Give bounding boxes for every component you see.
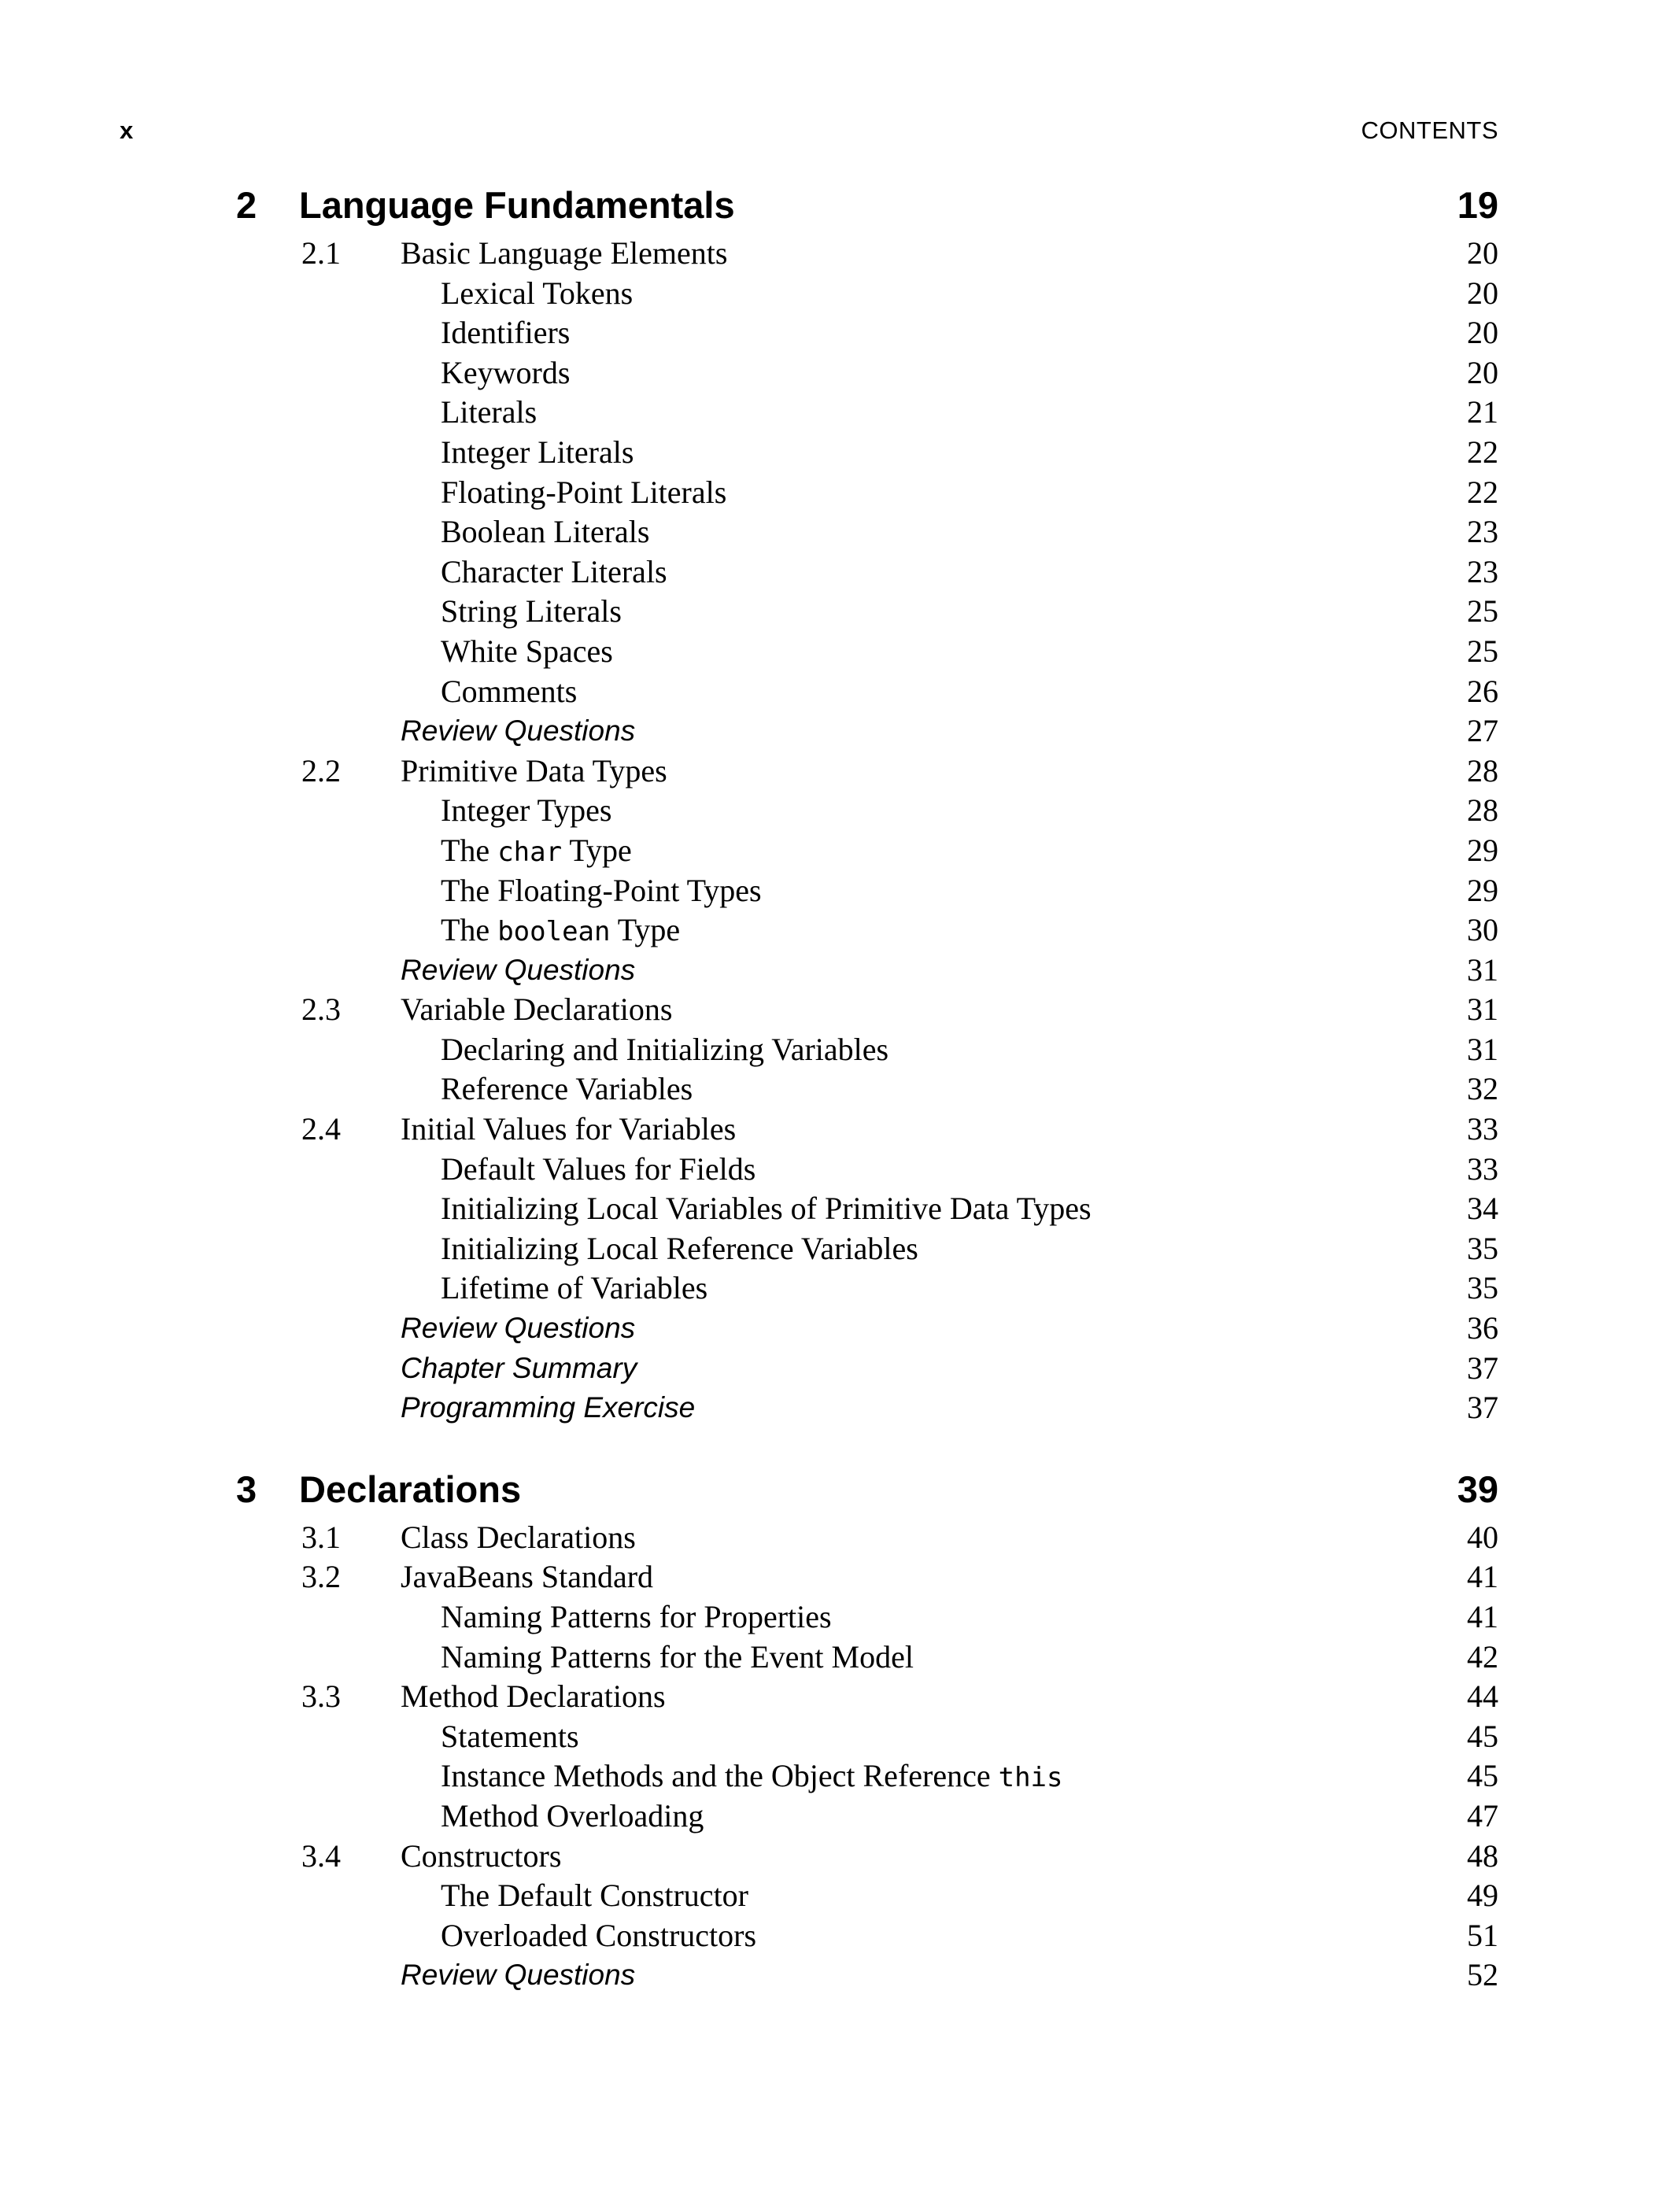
entry-title: Character Literals — [441, 553, 667, 589]
toc-subsection-entry[interactable] — [236, 831, 1498, 871]
toc-section-entry[interactable] — [236, 1518, 1498, 1558]
entry-title: Lexical Tokens — [441, 275, 634, 311]
entry-title-code: this — [998, 1762, 1063, 1794]
entry-page-number: 34 — [1467, 1191, 1498, 1227]
entry-page-number: 37 — [1467, 1390, 1498, 1426]
toc-subsection-entry[interactable] — [236, 1756, 1498, 1797]
section-number: 3.4 — [301, 1837, 341, 1874]
toc-section-entry[interactable] — [236, 234, 1498, 274]
entry-title: Initializing Local Reference Variables — [441, 1230, 918, 1266]
section-number: 3.2 — [301, 1559, 341, 1595]
section-number: 3.3 — [301, 1678, 341, 1715]
entry-title: Keywords — [441, 354, 571, 390]
entry-page-number: 45 — [1467, 1718, 1498, 1754]
chapter-page-number: 39 — [1457, 1468, 1498, 1510]
entry-title: Integer Types — [441, 792, 612, 829]
toc-subsection-entry[interactable] — [236, 353, 1498, 393]
entry-page-number: 45 — [1467, 1758, 1498, 1794]
entry-title: Class Declarations — [401, 1519, 636, 1555]
entry-page-number: 23 — [1467, 553, 1498, 589]
entry-title: Default Values for Fields — [441, 1150, 756, 1187]
entry-title: Overloaded Constructors — [441, 1917, 757, 1953]
toc-subsection-entry[interactable] — [236, 592, 1498, 632]
entry-title: Comments — [441, 673, 578, 709]
entry-title: Programming Exercise — [401, 1391, 696, 1424]
entry-page-number: 48 — [1467, 1837, 1498, 1874]
entry-page-number: 40 — [1467, 1519, 1498, 1555]
toc-subsection-entry[interactable] — [236, 1150, 1498, 1190]
entry-page-number: 32 — [1467, 1071, 1498, 1107]
entry-page-number: 22 — [1467, 434, 1498, 470]
entry-title — [441, 1756, 1062, 1797]
section-number: 2.1 — [301, 235, 341, 271]
entry-title: Reference Variables — [441, 1071, 693, 1107]
entry-page-number: 33 — [1467, 1150, 1498, 1187]
entry-title: Lifetime of Variables — [441, 1270, 708, 1306]
entry-page-number: 27 — [1467, 713, 1498, 749]
toc-subsection-entry[interactable] — [236, 433, 1498, 473]
chapter-2 — [236, 177, 1498, 1428]
entry-page-number: 20 — [1467, 235, 1498, 271]
entry-title: Initial Values for Variables — [401, 1111, 737, 1147]
running-head: CONTENTS — [1361, 116, 1498, 144]
entry-title: Naming Patterns for Properties — [441, 1599, 832, 1634]
entry-title: Variable Declarations — [401, 992, 673, 1028]
toc-subsection-entry[interactable] — [236, 1916, 1498, 1956]
entry-title: Review Questions — [401, 953, 636, 986]
entry-page-number: 44 — [1467, 1678, 1498, 1715]
toc-subsection-entry[interactable] — [236, 512, 1498, 552]
entry-title-text: Type — [562, 832, 632, 868]
entry-title: Declaring and Initializing Variables — [441, 1031, 889, 1067]
entry-title-text: The — [441, 912, 498, 948]
chapter-page-number: 19 — [1457, 184, 1498, 226]
entry-title: JavaBeans Standard — [401, 1559, 654, 1595]
entry-title: Review Questions — [401, 715, 636, 748]
entry-title-code: boolean — [497, 916, 611, 948]
toc-subsection-entry[interactable] — [236, 1189, 1498, 1229]
page-folio: x — [120, 116, 134, 144]
entry-page-number: 28 — [1467, 792, 1498, 829]
entry-title-text: Instance Methods and the Object Reference — [441, 1758, 999, 1794]
chapter-heading — [236, 177, 1498, 234]
entry-title: Primitive Data Types — [401, 752, 667, 788]
section-number: 2.4 — [301, 1111, 341, 1147]
entry-page-number: 28 — [1467, 752, 1498, 788]
page-header — [120, 116, 1498, 148]
section-number: 2.3 — [301, 992, 341, 1028]
entry-page-number: 52 — [1467, 1957, 1498, 1993]
toc-subsection-entry[interactable] — [236, 1030, 1498, 1070]
entry-page-number: 36 — [1467, 1310, 1498, 1346]
entry-title: Basic Language Elements — [401, 235, 728, 271]
toc-section-entry[interactable] — [236, 990, 1498, 1030]
entry-page-number: 41 — [1467, 1559, 1498, 1595]
chapter-number: 2 — [236, 184, 257, 226]
toc-subsection-entry[interactable] — [236, 871, 1498, 911]
entry-page-number: 20 — [1467, 354, 1498, 390]
chapter-title: Declarations — [299, 1468, 522, 1510]
entry-page-number: 31 — [1467, 951, 1498, 988]
entry-page-number: 25 — [1467, 593, 1498, 630]
toc-review-entry[interactable] — [236, 1349, 1498, 1389]
entry-page-number: 29 — [1467, 832, 1498, 868]
entry-title — [441, 910, 680, 951]
entry-title: Identifiers — [441, 315, 571, 351]
entry-page-number: 51 — [1467, 1917, 1498, 1953]
entry-title: String Literals — [441, 593, 622, 630]
toc-subsection-entry[interactable] — [236, 1876, 1498, 1916]
entry-page-number: 31 — [1467, 1031, 1498, 1067]
entry-title: The Default Constructor — [441, 1878, 748, 1914]
entry-page-number: 33 — [1467, 1111, 1498, 1147]
entry-title-text: The — [441, 832, 498, 868]
toc-review-entry[interactable] — [236, 1955, 1498, 1996]
entry-title: Initializing Local Variables of Primitive Data Types — [441, 1191, 1092, 1227]
entry-title: White Spaces — [441, 633, 613, 669]
toc-subsection-entry[interactable] — [236, 632, 1498, 672]
entry-title: Floating-Point Literals — [441, 474, 727, 510]
chapter-heading — [236, 1461, 1498, 1518]
toc-subsection-entry[interactable] — [236, 1638, 1498, 1678]
toc-subsection-entry[interactable] — [236, 1717, 1498, 1757]
table-of-contents — [236, 177, 1498, 1996]
section-number: 2.2 — [301, 752, 341, 788]
toc-subsection-entry[interactable] — [236, 393, 1498, 433]
entry-title: Constructors — [401, 1837, 562, 1874]
entry-title: Literals — [441, 394, 538, 430]
entry-page-number: 35 — [1467, 1270, 1498, 1306]
toc-review-entry[interactable] — [236, 1388, 1498, 1428]
entry-page-number: 26 — [1467, 673, 1498, 709]
toc-section-entry[interactable] — [236, 1837, 1498, 1877]
entry-title-code: char — [497, 836, 563, 868]
entry-page-number: 22 — [1467, 474, 1498, 510]
section-number: 3.1 — [301, 1519, 341, 1555]
toc-section-entry[interactable] — [236, 751, 1498, 792]
toc-subsection-entry[interactable] — [236, 1597, 1498, 1638]
entry-page-number: 47 — [1467, 1797, 1498, 1833]
entry-page-number: 20 — [1467, 315, 1498, 351]
toc-review-entry[interactable] — [236, 1309, 1498, 1349]
entry-page-number: 20 — [1467, 275, 1498, 311]
entry-title: The Floating-Point Types — [441, 872, 762, 908]
entry-page-number: 29 — [1467, 872, 1498, 908]
entry-title: Method Overloading — [441, 1797, 704, 1833]
entry-title — [441, 831, 632, 872]
toc-subsection-entry[interactable] — [236, 1229, 1498, 1269]
toc-subsection-entry[interactable] — [236, 791, 1498, 831]
entry-title: Review Questions — [401, 1312, 636, 1345]
chapter-number: 3 — [236, 1468, 257, 1510]
entry-title: Naming Patterns for the Event Model — [441, 1638, 914, 1675]
toc-subsection-entry[interactable] — [236, 910, 1498, 951]
toc-section-entry[interactable] — [236, 1110, 1498, 1150]
entry-page-number: 41 — [1467, 1599, 1498, 1634]
entry-title: Integer Literals — [441, 434, 634, 470]
entry-title-text: Type — [610, 912, 681, 948]
toc-review-entry[interactable] — [236, 951, 1498, 991]
entry-title: Review Questions — [401, 1959, 636, 1992]
entry-title: Statements — [441, 1718, 579, 1754]
chapter-title: Language Fundamentals — [299, 184, 735, 226]
entry-page-number: 35 — [1467, 1230, 1498, 1266]
toc-section-entry[interactable] — [236, 1557, 1498, 1597]
entry-title: Method Declarations — [401, 1678, 666, 1715]
entry-page-number: 30 — [1467, 912, 1498, 948]
toc-subsection-entry[interactable] — [236, 1797, 1498, 1837]
entry-title: Chapter Summary — [401, 1351, 637, 1384]
entry-page-number: 31 — [1467, 992, 1498, 1028]
entry-page-number: 42 — [1467, 1638, 1498, 1675]
entry-page-number: 25 — [1467, 633, 1498, 669]
toc-subsection-entry[interactable] — [236, 552, 1498, 593]
entry-page-number: 49 — [1467, 1878, 1498, 1914]
chapter-3 — [236, 1461, 1498, 1996]
toc-subsection-entry[interactable] — [236, 473, 1498, 513]
entry-page-number: 37 — [1467, 1350, 1498, 1386]
toc-subsection-entry[interactable] — [236, 672, 1498, 712]
entry-title: Boolean Literals — [441, 514, 650, 550]
toc-subsection-entry[interactable] — [236, 313, 1498, 353]
toc-subsection-entry[interactable] — [236, 274, 1498, 314]
entry-page-number: 23 — [1467, 514, 1498, 550]
toc-section-entry[interactable] — [236, 1677, 1498, 1717]
toc-review-entry[interactable] — [236, 711, 1498, 751]
entry-page-number: 21 — [1467, 394, 1498, 430]
toc-subsection-entry[interactable] — [236, 1069, 1498, 1110]
toc-subsection-entry[interactable] — [236, 1268, 1498, 1309]
